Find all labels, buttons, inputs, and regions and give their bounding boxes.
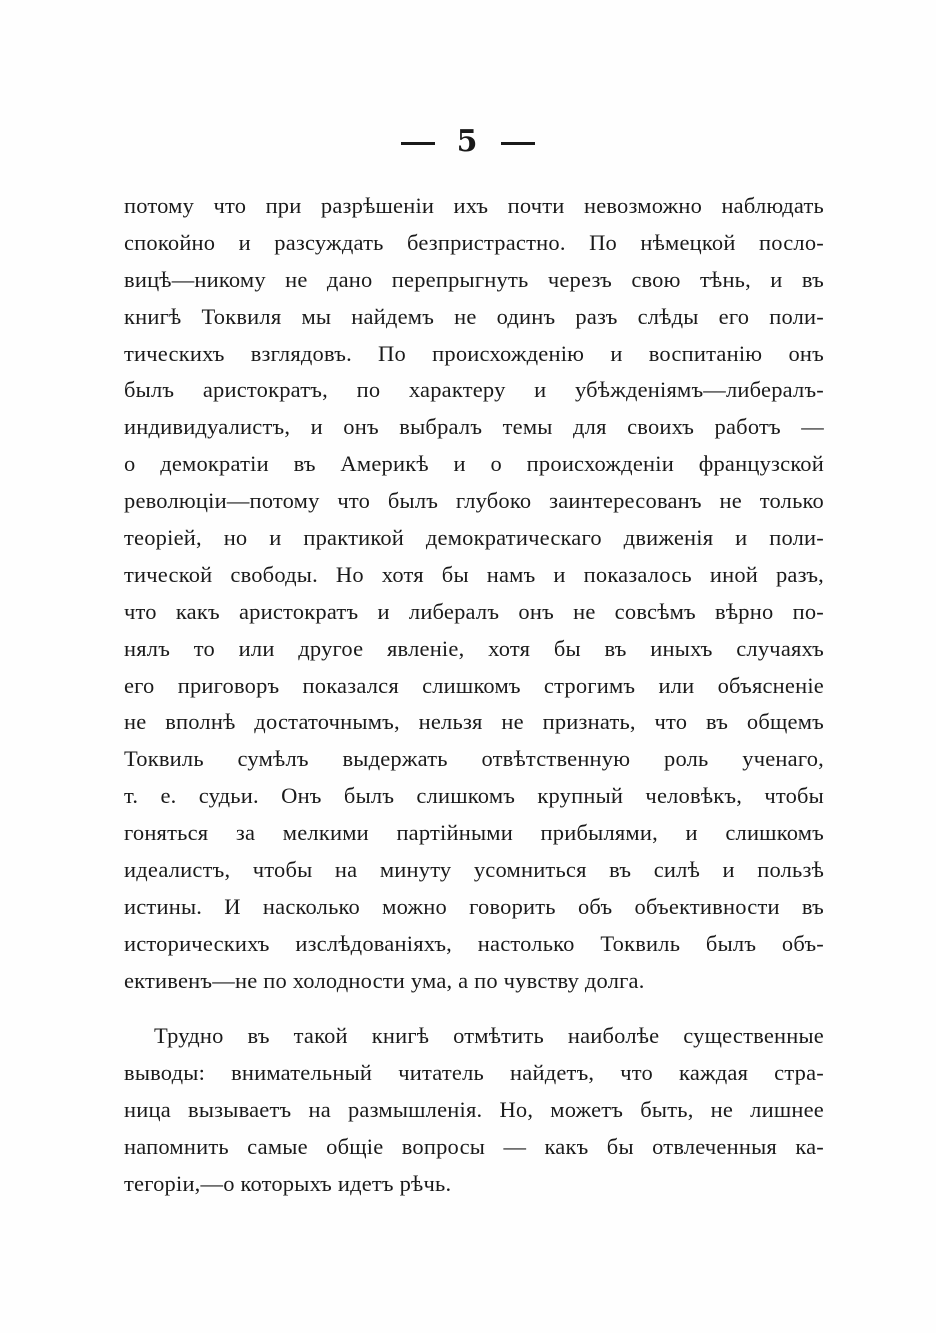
text-line: напомнить самые общіе вопросы — какъ бы отвлеченныя ка- [124, 1133, 824, 1159]
text-line: спокойно и разсуждать безпристрастно. По нѣмецкой посло- [124, 229, 824, 255]
text-line: т. е. судьи. Онъ былъ слишкомъ крупный человѣкъ, чтобы [124, 783, 824, 809]
text-line: не вполнѣ достаточнымъ, нельзя не признать, что въ общемъ [124, 709, 824, 735]
text-line: Трудно въ такой книгѣ отмѣтить наиболѣе существенные [154, 1023, 824, 1048]
text-line: историческихъ изслѣдованіяхъ, настолько Токвиль былъ объ- [124, 930, 824, 956]
text-line: что какъ аристократъ и либералъ онъ не совсѣмъ вѣрно по- [124, 598, 824, 624]
text-line: о демократіи въ Америкѣ и о происхожденіи французской [124, 451, 824, 477]
text-line: былъ аристократъ, по характеру и убѣжденіямъ—либералъ- [124, 377, 824, 403]
text-line: потому что при разрѣшеніи ихъ почти невозможно наблюдать [124, 193, 824, 218]
text-line: его приговоръ показался слишкомъ строгимъ или объясненіе [124, 672, 824, 698]
page-number-text: 5 [456, 124, 480, 159]
text-line: выводы: внимательный читатель найдетъ, что каждая стра- [124, 1059, 824, 1085]
text-line: Токвиль сумѣлъ выдержать отвѣтственную роль ученаго, [124, 746, 824, 772]
right-dash [501, 142, 535, 145]
text-line: нялъ то или другое явленіе, хотя бы въ иныхъ случаяхъ [124, 635, 824, 661]
text-line: тегоріи,—о которыхъ идетъ рѣчь. [124, 1170, 452, 1196]
text-line: истины. И насколько можно говорить объ объективности въ [124, 893, 824, 919]
text-line: книгѣ Токвиля мы найдемъ не одинъ разъ слѣды его поли- [124, 303, 824, 329]
text-line: революціи—потому что былъ глубоко заинтересованъ не только [124, 488, 824, 514]
text-line: тическихъ взглядовъ. По происхожденію и воспитанію онъ [124, 340, 824, 366]
text-line: теоріей, но и практикой демократическаго движенія и поли- [124, 525, 824, 551]
text-line: ективенъ—не по холодности ума, а по чувству долга. [124, 967, 645, 993]
text-line: индивидуалистъ, и онъ выбралъ темы для своихъ работъ — [124, 414, 824, 440]
page-number [0, 124, 936, 159]
left-dash [401, 142, 435, 145]
text-line: тической свободы. Но хотя бы намъ и показалось иной разъ, [124, 561, 824, 587]
text-line: идеалистъ, чтобы на минуту усомниться въ силѣ и пользѣ [124, 857, 824, 883]
text-line: гоняться за мелкими партійными прибылями, и слишкомъ [124, 820, 824, 846]
text-line: ница вызываетъ на размышленія. Но, можетъ быть, не лишнее [124, 1096, 824, 1122]
text-line: вицѣ—никому не дано перепрыгнуть черезъ свою тѣнь, и въ [124, 266, 824, 292]
paragraph-1 [124, 188, 824, 1000]
paragraph-2 [124, 1018, 824, 1202]
